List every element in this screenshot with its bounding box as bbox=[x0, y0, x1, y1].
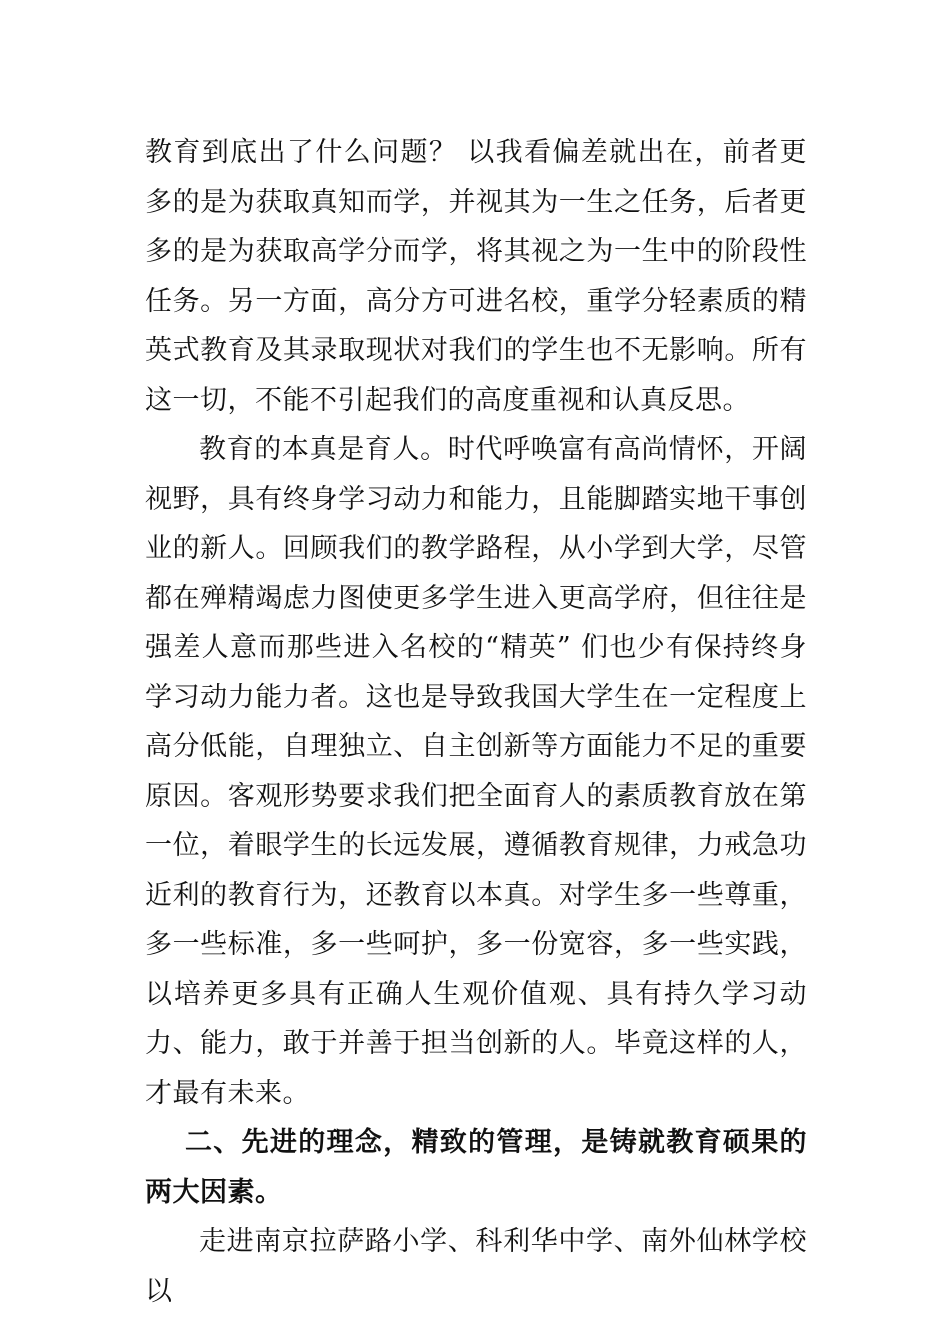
section-heading: 二、先进的理念，精致的管理，是铸就教育硕果的两大因素。 bbox=[145, 1127, 807, 1208]
paragraph-education-essence: 教育的本真是育人。时代呼唤富有高尚情怀，开阔视野，具有终身学习动力和能力，且能脚踏实地干事创业的新人。回顾我们的教学路程，从小学到大学，尽管都在殚精竭虑力图使更多学生进入更高学府，但往往是强差人意而那些进入名校的“精英” 们也少有保持终身学习动力能力者。这也是导致我国大学生在一定程度上高分低能，自理独立、自主创新等方面能力不足的重要原因。客观形势要求我们把全面育人的素质教育放在第一位，着眼学生的长远发展，遵循教育规律，力戒急功近利的教育行为，还教育以本真。对学生多一些尊重，多一些标准，多一些呵护，多一份宽容，多一些实践，以培养更多具有正确人生观价值观、具有持久学习动力、能力，敢于并善于担当创新的人。毕竟这样的人，才最有未来。 bbox=[145, 434, 807, 1109]
document-body bbox=[145, 128, 807, 1316]
paragraph-school-visit: 走进南京拉萨路小学、科利华中学、南外仙林学校以 bbox=[145, 1226, 807, 1307]
paragraph-education-problem: 教育到底出了什么问题？ 以我看偏差就出在，前者更多的是为获取真知而学，并视其为一生之任务，后者更多的是为获取高学分而学，将其视之为一生中的阶段性任务。另一方面，高分方可进名校，重学分轻素质的精英式教育及其录取现状对我们的学生也不无影响。所有这一切，不能不引起我们的高度重视和认真反思。 bbox=[145, 137, 807, 416]
